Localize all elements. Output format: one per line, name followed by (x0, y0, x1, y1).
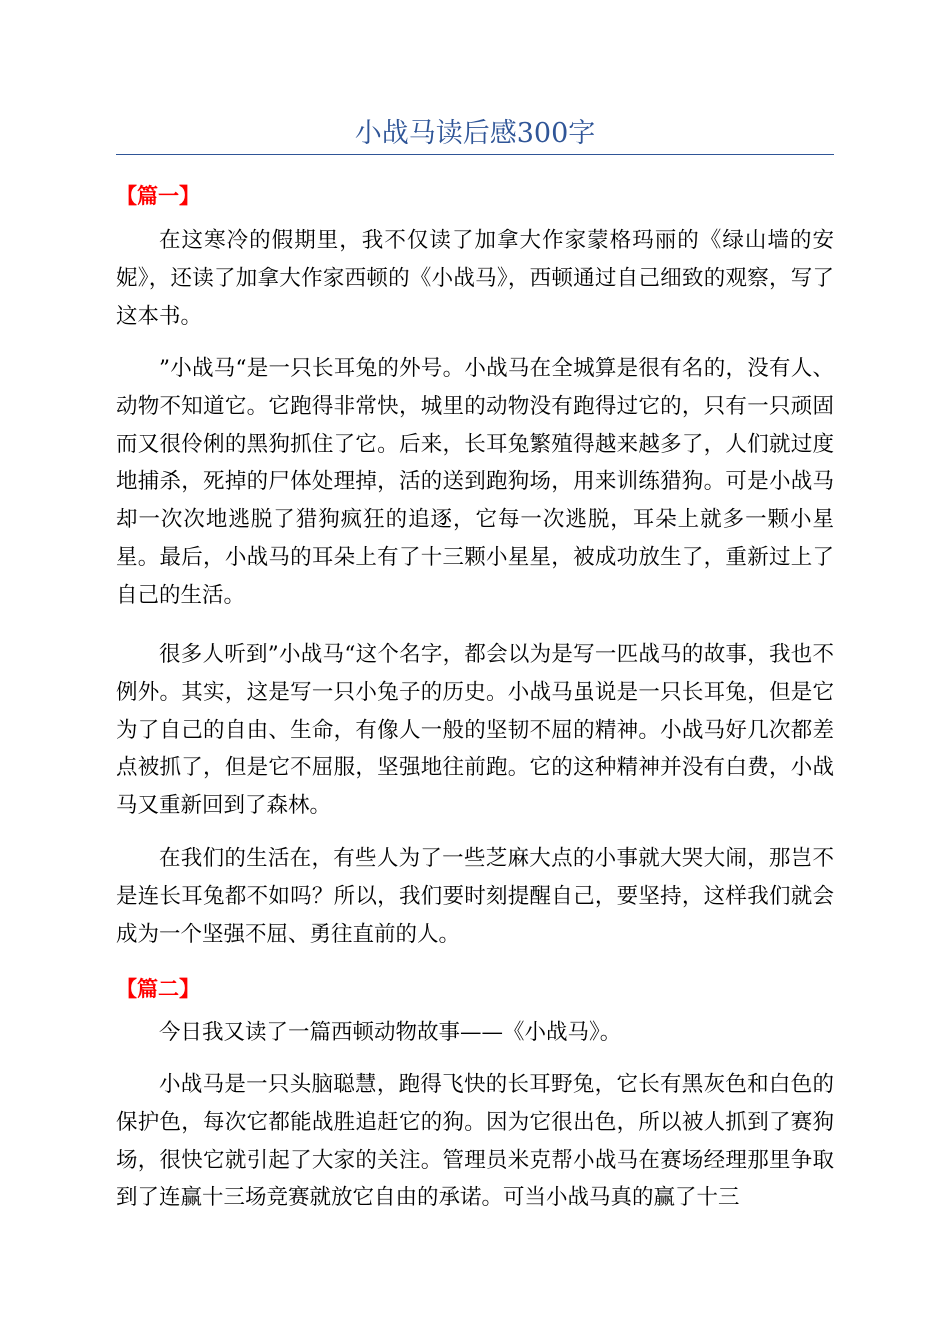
paragraph: 在我们的生活在，有些人为了一些芝麻大点的小事就大哭大闹，那岂不是连长耳兔都不如吗？所以，我们要时刻提醒自己，要坚持，这样我们就会成为一个坚强不屈、勇往直前的人。 (116, 846, 834, 947)
paragraph: 小战马是一只头脑聪慧，跑得飞快的长耳野兔，它长有黑灰色和白色的保护色，每次它都能战胜追赶它的狗。因为它很出色，所以被人抓到了赛狗场，很快它就引起了大家的关注。管理员米克帮小战马在赛场经理那里争取到了连赢十三场竞赛就放它自由的承诺。可当小战马真的赢了十三 (116, 1072, 834, 1211)
paragraph: 很多人听到”小战马“这个名字，都会以为是写一匹战马的故事，我也不例外。其实，这是写一只小兔子的历史。小战马虽说是一只长耳兔，但是它为了自己的自由、生命，有像人一般的坚韧不屈的精神。小战马好几次都差点被抓了，但是它不屈服，坚强地往前跑。它的这种精神并没有白费，小战马又重新回到了森林。 (116, 642, 834, 819)
paragraph: ”小战马“是一只长耳兔的外号。小战马在全城算是很有名的，没有人、动物不知道它。它跑得非常快，城里的动物没有跑得过它的，只有一只顽固而又很伶俐的黑狗抓住了它。后来，长耳兔繁殖得越来越多了，人们就过度地捕杀，死掉的尸体处理掉，活的送到跑狗场，用来训练猎狗。可是小战马却一次次地逃脱了猎狗疯狂的追逐，它每一次逃脱，耳朵上就多一颗小星星。最后，小战马的耳朵上有了十三颗小星星，被成功放生了，重新过上了自己的生活。 (116, 356, 834, 608)
title-underline (116, 154, 834, 155)
section-heading-2: 【篇二】 (116, 977, 200, 1001)
paragraph: 今日我又读了一篇西顿动物故事——《小战马》。 (159, 1020, 622, 1045)
paragraph: 在这寒冷的假期里，我不仅读了加拿大作家蒙格玛丽的《绿山墙的安妮》，还读了加拿大作家西顿的《小战马》，西顿通过自己细致的观察，写了这本书。 (116, 228, 834, 329)
document-title: 小战马读后感300字 (354, 118, 596, 149)
section-heading-1: 【篇一】 (116, 184, 200, 208)
